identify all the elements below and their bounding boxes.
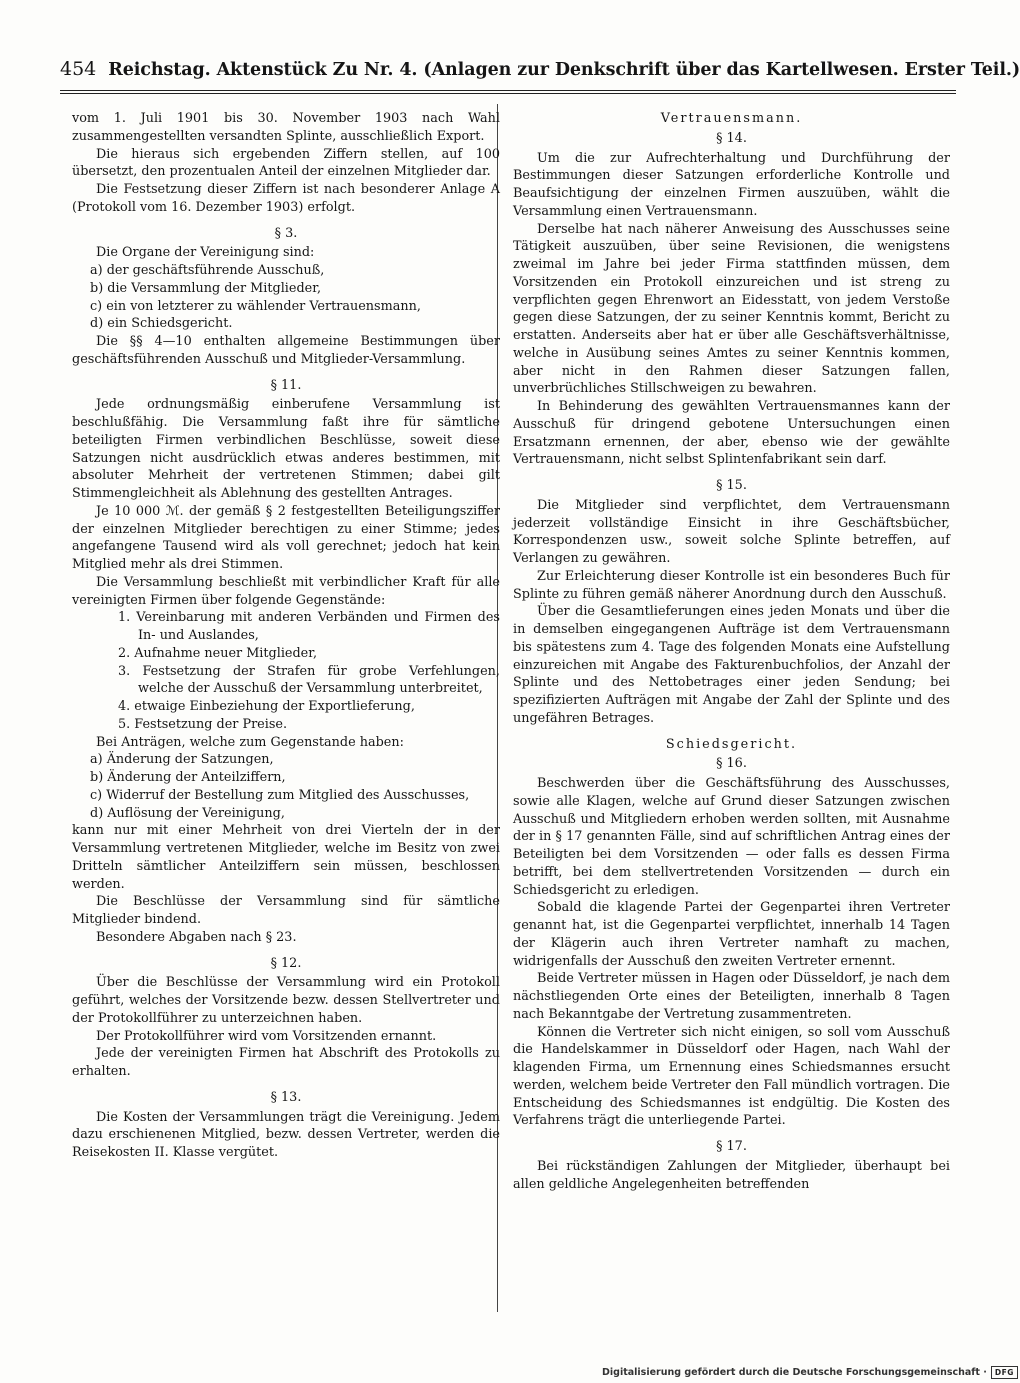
list-item: d) ein Schiedsgericht. bbox=[90, 316, 233, 332]
paragraph: Bei rückständigen Zahlungen der Mitglieder, überhaupt bei allen geldliche Angelegenheiten betreffenden bbox=[513, 1158, 950, 1192]
header-rule-thin bbox=[60, 93, 956, 94]
paragraph: Jede ordnungsmäßig einberufene Versammlung ist beschlußfähig. Die Versammlung faßt ihre für sämtliche beteiligten Firmen verbindlichen Beschlüsse, soweit diese Satzungen nicht ausdrücklich etwas anderes bestimmen, mit absoluter Mehrheit der vertretenen Stimmen; dabei gilt Stimmengleichheit als Ablehnung des gestellten Antrages. bbox=[72, 397, 500, 501]
list-item: c) Widerruf der Bestellung zum Mitglied des Ausschusses, bbox=[90, 787, 470, 803]
list-item: d) Auflösung der Vereinigung, bbox=[90, 805, 285, 821]
credit-text: Digitalisierung gefördert durch die Deutsche Forschungsgemeinschaft · bbox=[602, 1367, 987, 1378]
section-heading: § 16. bbox=[716, 756, 747, 772]
paragraph: vom 1. Juli 1901 bis 30. November 1903 nach Wahl zusammengestellten versandten Splinte, ausschließlich Export. bbox=[72, 111, 500, 144]
section-heading: § 17. bbox=[716, 1139, 747, 1154]
paragraph: Sobald die klagende Partei der Gegenpartei ihren Vertreter genannt hat, ist die Gegenpartei verpflichtet, innerhalb 14 Tagen der Klägerin auch ihren Vertreter namhaft zu machen, widrigenfalls der Ausschuß den zweiten Vertreter ernennt. bbox=[513, 900, 950, 969]
paragraph: Die Festsetzung dieser Ziffern ist nach besonderer Anlage A (Protokoll vom 16. Dezember 1903) erfolgt. bbox=[72, 182, 500, 215]
header-rule bbox=[60, 90, 956, 91]
paragraph: Die Mitglieder sind verpflichtet, dem Vertrauensmann jederzeit vollständige Einsicht in ihre Geschäftsbücher, Korrespondenzen usw., soweit solche Splinte betreffen, auf Verlangen zu gewähren. bbox=[513, 497, 950, 566]
paragraph: Über die Gesamtlieferungen eines jeden Monats und über die in demselben eingegangenen Aufträge ist dem Vertrauensmann bis spätestens zum 4. Tage des folgenden Monats eine Aufstellung einzureichen mit Angabe des Fakturenbuchfolios, der Anzahl der Splinte und des Nettobetrages einer jeden Sendung; bei spezifizierten Aufträgen mit Angabe der Zahl der Splinte und des ungefähren Betrages. bbox=[513, 604, 950, 726]
list-item: 4. etwaige Einbeziehung der Exportlieferung, bbox=[118, 699, 415, 714]
list-item: 5. Festsetzung der Preise. bbox=[118, 716, 288, 732]
running-header bbox=[60, 58, 1020, 94]
list-item: b) die Versammlung der Mitglieder, bbox=[90, 280, 322, 296]
paragraph: Die Organe der Vereinigung sind: bbox=[96, 245, 315, 261]
list-item: a) Änderung der Satzungen, bbox=[90, 752, 274, 768]
page-number: 454 bbox=[60, 58, 97, 80]
section-heading: § 15. bbox=[716, 478, 747, 493]
section-title: Schiedsgericht. bbox=[665, 736, 798, 752]
dfg-logo: DFG bbox=[991, 1366, 1018, 1379]
section-heading: § 13. bbox=[270, 1089, 302, 1105]
section-heading: § 12. bbox=[270, 955, 302, 971]
list-item: 3. Festsetzung der Strafen für grobe Verfehlungen, welche der Ausschuß der Versammlung unterbreitet, bbox=[118, 663, 500, 697]
list-item: 1. Vereinbarung mit anderen Verbänden und Firmen des In- und Auslandes, bbox=[118, 610, 500, 643]
paragraph: Bei Anträgen, welche zum Gegenstande haben: bbox=[96, 734, 404, 750]
paragraph: Derselbe hat nach näherer Anweisung des Ausschusses seine Tätigkeit auszuüben, über seine Revisionen, die wenigstens zweimal im Jahre bei jeder Firma stattfinden müssen, dem Vorsitzenden ein Protokoll einzureichen und ist streng zu verpflichten gegen Ehrenwort an Eidesstatt, von jedem Verstoße gegen diese Satzungen, der zu seiner Kenntnis kommt, Bericht zu erstatten. Anderseits aber hat er über alle Geschäftsverhältnisse, welche in Ausübung seines Amtes zu seiner Kenntnis kommen, aber nicht in den Rahmen dieser Satzungen fallen, unverbrüchliches Stillschweigen zu bewahren. bbox=[513, 221, 950, 397]
list-item: a) der geschäftsführende Ausschuß, bbox=[90, 263, 325, 278]
paragraph: Jede der vereinigten Firmen hat Abschrift des Protokolls zu erhalten. bbox=[72, 1046, 500, 1079]
section-heading: § 3. bbox=[274, 225, 298, 241]
paragraph: In Behinderung des gewählten Vertrauensmannes kann der Ausschuß für dringend gebotene Untersuchungen einen Ersatzmann ernennen, der aber, ebenso wie der gewählte Vertrauensmann, nicht selbst Splintenfabrikant sein darf. bbox=[513, 399, 950, 468]
paragraph: Um die zur Aufrechterhaltung und Durchführung der Bestimmungen dieser Satzungen erforderliche Kontrolle und Beaufsichtigung der einzelnen Firmen auszuüben, wählt die Versammlung einen Vertrauensmann. bbox=[513, 150, 950, 219]
right-column bbox=[513, 110, 950, 1193]
section-heading: § 11. bbox=[270, 377, 302, 393]
digitization-credit bbox=[602, 1366, 1014, 1379]
paragraph: Die hieraus sich ergebenden Ziffern stellen, auf 100 übersetzt, den prozentualen Anteil der einzelnen Mitglieder dar. bbox=[72, 146, 500, 180]
paragraph: Der Protokollführer wird vom Vorsitzenden ernannt. bbox=[96, 1028, 437, 1044]
paragraph: Die Beschlüsse der Versammlung sind für sämtliche Mitglieder bindend. bbox=[72, 894, 500, 927]
section-title: Vertrauensmann. bbox=[660, 111, 803, 126]
paragraph: Die Kosten der Versammlungen trägt die Vereinigung. Jedem dazu erschienenen Mitglied, bezw. dessen Vertreter, werden die Reisekosten II. Klasse vergütet. bbox=[72, 1109, 500, 1160]
paragraph: Über die Beschlüsse der Versammlung wird ein Protokoll geführt, welches der Vorsitzende bezw. dessen Stellvertreter und der Protokollführer zu unterzeichnen haben. bbox=[72, 975, 500, 1026]
paragraph: Beschwerden über die Geschäftsführung des Ausschusses, sowie alle Klagen, welche auf Grund dieser Satzungen zwischen Ausschuß und Mitgliedern erhoben werden sollten, mit Ausnahme der in § 17 genannten Fälle, sind auf schriftlichen Antrag eines der Beteiligten bei dem Vorsitzenden — oder falls es dessen Firma betrifft, bei dem stellvertretenden Vorsitzenden — durch ein Schiedsgericht zu erledigen. bbox=[513, 776, 950, 898]
list-item: b) Änderung der Anteilziffern, bbox=[90, 770, 286, 785]
paragraph: Die §§ 4—10 enthalten allgemeine Bestimmungen über geschäftsführenden Ausschuß und Mitglieder-Versammlung. bbox=[72, 334, 500, 367]
list-item: 2. Aufnahme neuer Mitglieder, bbox=[118, 645, 318, 661]
paragraph: Je 10 000 ℳ. der gemäß § 2 festgestellten Beteiligungsziffer der einzelnen Mitglieder berechtigen zu einer Stimme; jedes angefangene Tausend wird als voll gerechnet; jedoch hat kein Mitglied mehr als drei Stimmen. bbox=[72, 503, 500, 572]
section-heading: § 14. bbox=[716, 130, 747, 146]
paragraph: Können die Vertreter sich nicht einigen, so soll vom Ausschuß die Handelskammer in Düsseldorf oder Hagen, nach Wahl der klagenden Firma, um Ernennung eines Schiedsmannes ersucht werden, welchem beide Vertreter den Fall mündlich vortragen. Die Entscheidung des Schiedsmannes ist endgültig. Die Kosten des Verfahrens trägt die unterliegende Partei. bbox=[513, 1024, 950, 1129]
left-column bbox=[72, 110, 500, 1162]
paragraph: Die Versammlung beschließt mit verbindlicher Kraft für alle vereinigten Firmen über folgende Gegenstände: bbox=[72, 574, 500, 608]
paragraph: Beide Vertreter müssen in Hagen oder Düsseldorf, je nach dem nächstliegenden Orte eines der Beteiligten, innerhalb 8 Tagen nach Bekanntgabe der Vertretung zusammentreten. bbox=[513, 971, 950, 1022]
paragraph: kann nur mit einer Mehrheit von drei Vierteln der in der Versammlung vertretenen Mitglieder, welche im Besitz von zwei Dritteln sämtlicher Anteilziffern sein müssen, beschlossen werden. bbox=[72, 823, 500, 892]
running-head-title: Reichstag. Aktenstück Zu Nr. 4. (Anlagen zur Denkschrift über das Kartellwesen. Erster Teil.) bbox=[108, 60, 1020, 80]
paragraph: Zur Erleichterung dieser Kontrolle ist ein besonderes Buch für Splinte zu führen gemäß näherer Anordnung durch den Ausschuß. bbox=[513, 568, 950, 602]
list-item: c) ein von letzterer zu wählender Vertrauensmann, bbox=[90, 298, 421, 314]
paragraph: Besondere Abgaben nach § 23. bbox=[96, 929, 297, 945]
